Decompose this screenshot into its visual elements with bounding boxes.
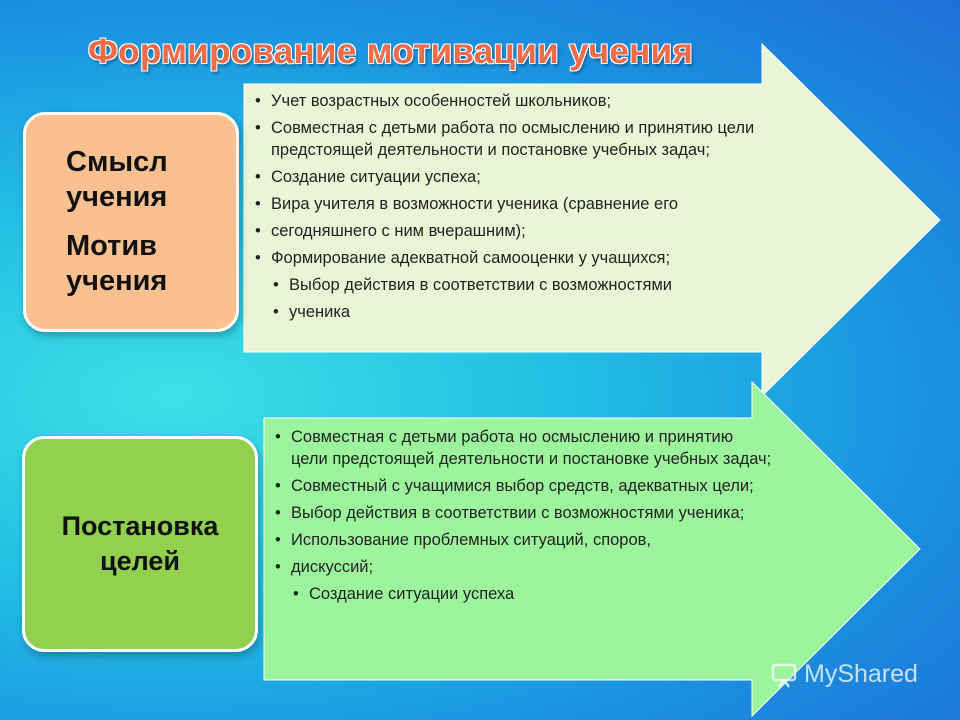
box2-line1: Постановка bbox=[61, 511, 219, 541]
watermark bbox=[770, 660, 918, 689]
presentation-icon bbox=[770, 661, 798, 689]
box1-line2: учения bbox=[66, 181, 168, 213]
goal-setting-list bbox=[272, 426, 772, 610]
list-item: • Совместный с учащимися выбор средств, адекватных цели; bbox=[272, 475, 772, 497]
list-item: • сегодняшнего с ним вчерашним); bbox=[252, 220, 777, 242]
list-item: • Совместная с детьми работа по осмыслению и принятию цели предстоящей деятельности и постановке учебных задач; bbox=[252, 117, 777, 161]
meaning-motive-box bbox=[23, 112, 239, 332]
motivation-list bbox=[252, 90, 777, 328]
box1-line1: Смысл bbox=[66, 146, 168, 178]
box1-line3: Мотив bbox=[66, 230, 158, 262]
list-item: • Создание ситуации успеха; bbox=[252, 166, 777, 188]
list-item: • Формирование адекватной самооценки у учащихся; bbox=[252, 247, 777, 269]
list-item: • Выбор действия в соответствии с возможностями ученика; bbox=[272, 502, 772, 524]
list-item: • ученика bbox=[252, 301, 777, 323]
goal-setting-box bbox=[22, 436, 258, 652]
list-item: • дискуссий; bbox=[272, 556, 772, 578]
list-item: • Учет возрастных особенностей школьников; bbox=[252, 90, 777, 112]
list-item: • Создание ситуации успеха bbox=[272, 583, 772, 605]
slide-title: Формирование мотивации учения bbox=[88, 32, 694, 71]
box2-line2: целей bbox=[99, 546, 181, 576]
list-item: • Использование проблемных ситуаций, споров, bbox=[272, 529, 772, 551]
list-item: • Совместная с детьми работа но осмыслению и принятию цели предстоящей деятельности и постановке учебных задач; bbox=[272, 426, 772, 470]
list-item: • Выбор действия в соответствии с возможностями bbox=[252, 274, 777, 296]
watermark-text: MyShared bbox=[804, 660, 918, 688]
box1-line4: учения bbox=[66, 265, 168, 297]
list-item: • Вира учителя в возможности ученика (сравнение его bbox=[252, 193, 777, 215]
